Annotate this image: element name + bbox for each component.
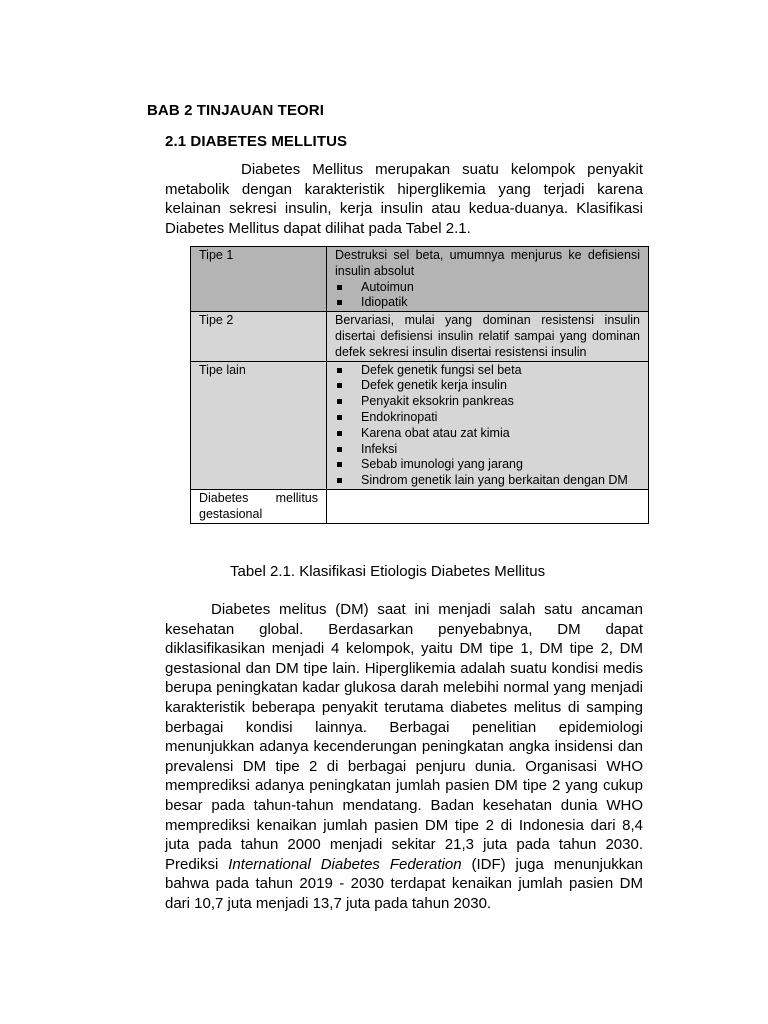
description-text: Bervariasi, mulai yang dominan resistensi insulin disertai defisiensi insulin relatif sampai yang dominan defek sekresi insulin disertai resistensi insulin: [335, 313, 640, 359]
chapter-heading: BAB 2 TINJAUAN TEORI: [147, 102, 325, 119]
list-item: Autoimun: [335, 280, 640, 296]
type-cell: Tipe lain: [191, 361, 327, 489]
description-cell: [327, 247, 649, 312]
list-item: Sebab imunologi yang jarang: [335, 457, 640, 473]
table-row: [191, 489, 649, 523]
type-cell: Tipe 2: [191, 312, 327, 361]
description-cell: [327, 361, 649, 489]
list-item: Karena obat atau zat kimia: [335, 426, 640, 442]
table-caption: Tabel 2.1. Klasifikasi Etiologis Diabetes Mellitus: [230, 563, 546, 580]
bullet-list: [335, 363, 640, 489]
list-item: Defek genetik kerja insulin: [335, 378, 640, 394]
list-item: Sindrom genetik lain yang berkaitan dengan DM: [335, 473, 640, 489]
list-item: Defek genetik fungsi sel beta: [335, 363, 640, 379]
list-item: Penyakit eksokrin pankreas: [335, 394, 640, 410]
list-item: Idiopatik: [335, 295, 640, 311]
classification-table: [190, 246, 649, 524]
body-text-end: (IDF) juga menunjukkan bahwa pada tahun 2019 - 2030 terdapat kenaikan jumlah pasien DM dari 10,7 juta menjadi 13,7 juta pada tahun 2030.: [165, 855, 643, 912]
intro-text: Diabetes Mellitus merupakan suatu kelompok penyakit metabolik dengan karakteristik hiperglikemia yang terjadi karena kelainan sekresi insulin, kerja insulin atau kedua-duanya. Klasifikasi Diabetes Mellitus dapat dilihat pada Tabel 2.1.: [165, 161, 643, 237]
description-text: Destruksi sel beta, umumnya menjurus ke defisiensi insulin absolut: [335, 248, 640, 278]
organization-name: International Diabetes Federation: [228, 855, 462, 873]
list-item: Infeksi: [335, 442, 640, 458]
description-cell: [327, 312, 649, 361]
type-cell: Tipe 1: [191, 247, 327, 312]
type-line: [199, 491, 318, 507]
type-line: gestasional: [199, 506, 263, 521]
table-row: [191, 247, 649, 312]
intro-paragraph: [165, 160, 643, 238]
list-item: Endokrinopati: [335, 410, 640, 426]
table-row: [191, 312, 649, 361]
type-cell: [191, 489, 327, 523]
type-word: mellitus: [275, 490, 318, 505]
section-heading: 2.1 DIABETES MELLITUS: [165, 133, 348, 150]
bullet-list: [335, 280, 640, 312]
type-word: Diabetes: [199, 490, 249, 505]
table-row: [191, 361, 649, 489]
body-paragraph: [165, 600, 643, 914]
description-cell: [327, 489, 649, 523]
body-text: Diabetes melitus (DM) saat ini menjadi salah satu ancaman kesehatan global. Berdasarkan penyebabnya, DM dapat diklasifikasikan menjadi 4 kelompok, yaitu DM tipe 1, DM tipe 2, DM gestasional dan DM tipe lain. Hiperglikemia adalah suatu kondisi medis berupa peningkatan kadar glukosa darah melebihi normal yang menjadi karakteristik beberapa penyakit terutama diabetes melitus di samping berbagai kondisi lainnya. Berbagai penelitian epidemiologi menunjukkan adanya kecenderungan peningkatan angka insidensi dan prevalensi DM tipe 2 di berbagai penjuru dunia. Organisasi WHO memprediksi adanya peningkatan jumlah pasien DM tipe 2 yang cukup besar pada tahun-tahun mendatang. Badan kesehatan dunia WHO memprediksi kenaikan jumlah pasien DM tipe 2 di Indonesia dari 8,4 juta pada tahun 2000 menjadi sekitar 21,3 juta pada tahun 2030. Prediksi: [165, 601, 643, 873]
